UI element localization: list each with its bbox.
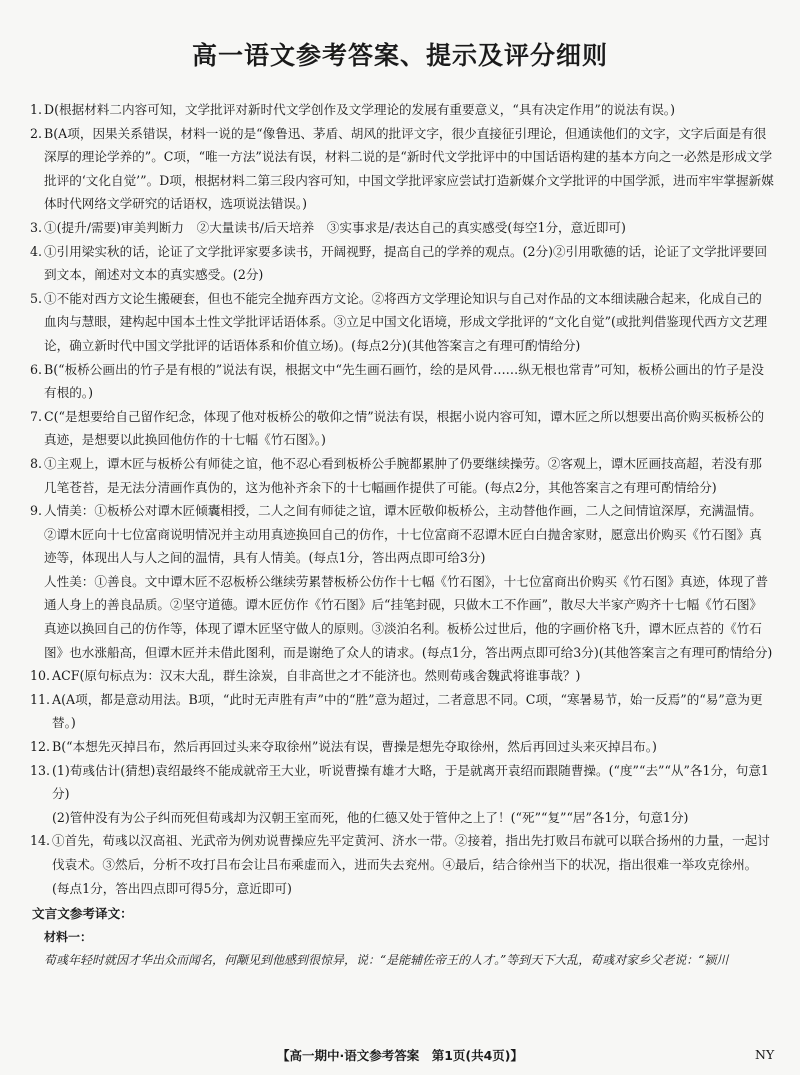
answer-item [32, 759, 774, 806]
answer-item [32, 405, 774, 452]
item-text: C(“是想要给自己留作纪念，体现了他对板桥公的敬仰之情”说法有误，根据小说内容可知，谭木匠之所以想要出高价购买板桥公的真迹，是想要以此换回他仿作的十七幅《竹石图》。) [44, 408, 765, 448]
answer-item [32, 664, 774, 688]
item-text: (2)管仲没有为公子纠而死但荀彧却为汉朝王室而死，他的仁德又处于管仲之上了！(“死”“复”“居”各1分，句意1分) [52, 809, 689, 825]
answer-item-continued [32, 570, 774, 664]
item-text: ①主观上，谭木匠与板桥公有师徒之谊，他不忍心看到板桥公手腕都累肿了仍要继续操劳。②客观上，谭木匠画技高超，若没有那几笔苍苔，是无法分清画作真伪的，这为他补齐余下的十七幅画作提供了可能。(每点2分，其他答案言之有理可酌情给分) [44, 455, 762, 495]
item-number: 11. [30, 691, 51, 707]
page-footer: 【高一期中·语文参考答案 第1页(共4页)】 [276, 1048, 524, 1063]
answer-item [32, 452, 774, 499]
item-number: 14. [30, 833, 51, 849]
item-number: 5. [30, 290, 43, 306]
item-number: 7. [30, 408, 43, 424]
item-text: (1)荀彧估计(猜想)袁绍最终不能成就帝王大业，听说曹操有雄才大略，于是就离开袁绍而跟随曹操。(“度”“去”“从”各1分，句意1分) [52, 762, 769, 802]
answer-item [32, 98, 774, 122]
item-text: B(“板桥公画出的竹子是有根的”说法有误，根据文中“先生画石画竹，绘的是风骨……纵无根也常青”可知，板桥公画出的竹子是没有根的。) [44, 361, 764, 401]
item-number: 13. [30, 762, 51, 778]
answer-item [32, 240, 774, 287]
item-number: 6. [30, 361, 43, 377]
answer-item [32, 287, 774, 358]
item-number: 9. [30, 503, 43, 519]
answer-body [32, 98, 774, 973]
material-heading: 材料一： [44, 929, 93, 944]
item-text: ①引用梁实秋的话，论证了文学批评家要多读书，开阔视野，提高自己的学养的观点。(2分)②引用歌德的话，论证了文学批评要回到文本，阐述对文本的真实感受。(2分) [44, 243, 768, 283]
section-heading: 文言文参考译文： [32, 906, 133, 922]
answer-item [32, 829, 774, 900]
translation-text: 荀彧年轻时就因才华出众而闻名，何颙见到他感到很惊异，说：“是能辅佐帝王的人才。”等到天下大乱，荀彧对家乡父老说：“颍川 [44, 953, 729, 968]
item-number: 8. [30, 455, 43, 471]
item-text: ①首先，荀彧以汉高祖、光武帝为例劝说曹操应先平定黄河、济水一带。②接着，指出先打败吕布就可以联合扬州的力量，一起讨伐袁术。③然后，分析不攻打吕布会让吕布乘虚而入，进而失去兖州。④最后，结合徐州当下的状况，指出很难一举攻克徐州。(每点1分，答出四点即可得5分，意近即可) [52, 833, 770, 896]
item-text: B(“本想先灭掉吕布，然后再回过头来夺取徐州”说法有误，曹操是想先夺取徐州，然后再回过头来灭掉吕布。) [52, 739, 657, 755]
answer-item [32, 499, 774, 570]
item-text: ①不能对西方文论生搬硬套，但也不能完全抛弃西方文论。②将西方文学理论知识与自己对作品的文本细读融合起来，化成自己的血肉与慧眼，建构起中国本土性文学批评话语体系。③立足中国文化语境，形成文学批评的“文化自觉”(或批判借鉴现代西方文艺理论，确立新时代中国文学批评的话语体系和价值立场)。(每点2分)(其他答案言之有理可酌情给分) [44, 290, 768, 353]
item-text: 人性美：①善良。文中谭木匠不忍板桥公继续劳累替板桥公仿作十七幅《竹石图》，十七位富商出价购买《竹石图》真迹，体现了普通人身上的善良品质。②坚守道德。谭木匠仿作《竹石图》后“挂笔封砚，只做木工不作画”，散尽大半家产购齐十七幅《竹石图》真迹以换回自己的仿作等，体现了谭木匠坚守做人的原则。③淡泊名利。板桥公过世后，他的字画价格飞升，谭木匠点苔的《竹石图》也水涨船高，但谭木匠并未借此图利，而是谢绝了众人的请求。(每点1分，答出两点即可给3分)(其他答案言之有理可酌情给分) [44, 573, 773, 660]
answer-item [32, 735, 774, 759]
item-text: ①(提升/需要)审美判断力 ②大量读书/后天培养 ③实事求是/表达自己的真实感受(每空1分，意近即可) [44, 219, 626, 235]
item-number: 12. [30, 739, 51, 755]
item-text: B(A项，因果关系错误，材料一说的是“像鲁迅、茅盾、胡风的批评文字，很少直接征引理论，但通读他们的文字，文字后面是有很深厚的理论学养的”。C项，“唯一方法”说法有误，材料二说的是“新时代文学批评中的中国话语构建的基本方向之一必然是形成文学批评的‘文化自觉’”。D项，根据材料二第三段内容可知，中国文学批评家应尝试打造新媒介文学批评的中国学派，进而牢牢掌握新媒体时代网络文学研究的话语权，选项说法错误。) [44, 125, 774, 212]
answer-item [32, 216, 774, 240]
page-title: 高一语文参考答案、提示及评分细则 [191, 41, 608, 70]
item-text: D(根据材料二内容可知，文学批评对新时代文学创作及文学理论的发展有重要意义，“具有决定作用”的说法有误。) [44, 102, 676, 117]
item-text: A(A项，都是意动用法。B项，“此时无声胜有声”中的“胜”意为超过，二者意思不同。C项，“寒暑易节，始一反焉”的“易”意为更替。) [52, 691, 763, 731]
item-number: 4. [30, 243, 43, 259]
item-number: 1. [30, 102, 43, 117]
item-text: ACF(原句标点为：汉末大乱，群生涂炭，自非高世之才不能济也。然则荀彧舍魏武将谁事哉？) [52, 668, 581, 684]
answer-item [32, 688, 774, 735]
answer-item [32, 358, 774, 405]
answer-item [32, 122, 774, 216]
item-number: 10. [30, 668, 51, 684]
item-text: 人情美：①板桥公对谭木匠倾囊相授，二人之间有师徒之谊，谭木匠敬仰板桥公，主动替他作画，二人之间情谊深厚，充满温情。②谭木匠向十七位富商说明情况并主动用真迹换回自己的仿作，十七位富商不忍谭木匠白白抛舍家财，愿意出价购买《竹石图》真迹等，体现出人与人之间的温情，具有人情美。(每点1分，答出两点即可给3分) [44, 503, 762, 566]
item-number: 3. [30, 219, 43, 235]
footer-code: NY [755, 1047, 775, 1062]
item-number: 2. [30, 125, 43, 141]
answer-item-continued [32, 806, 774, 830]
